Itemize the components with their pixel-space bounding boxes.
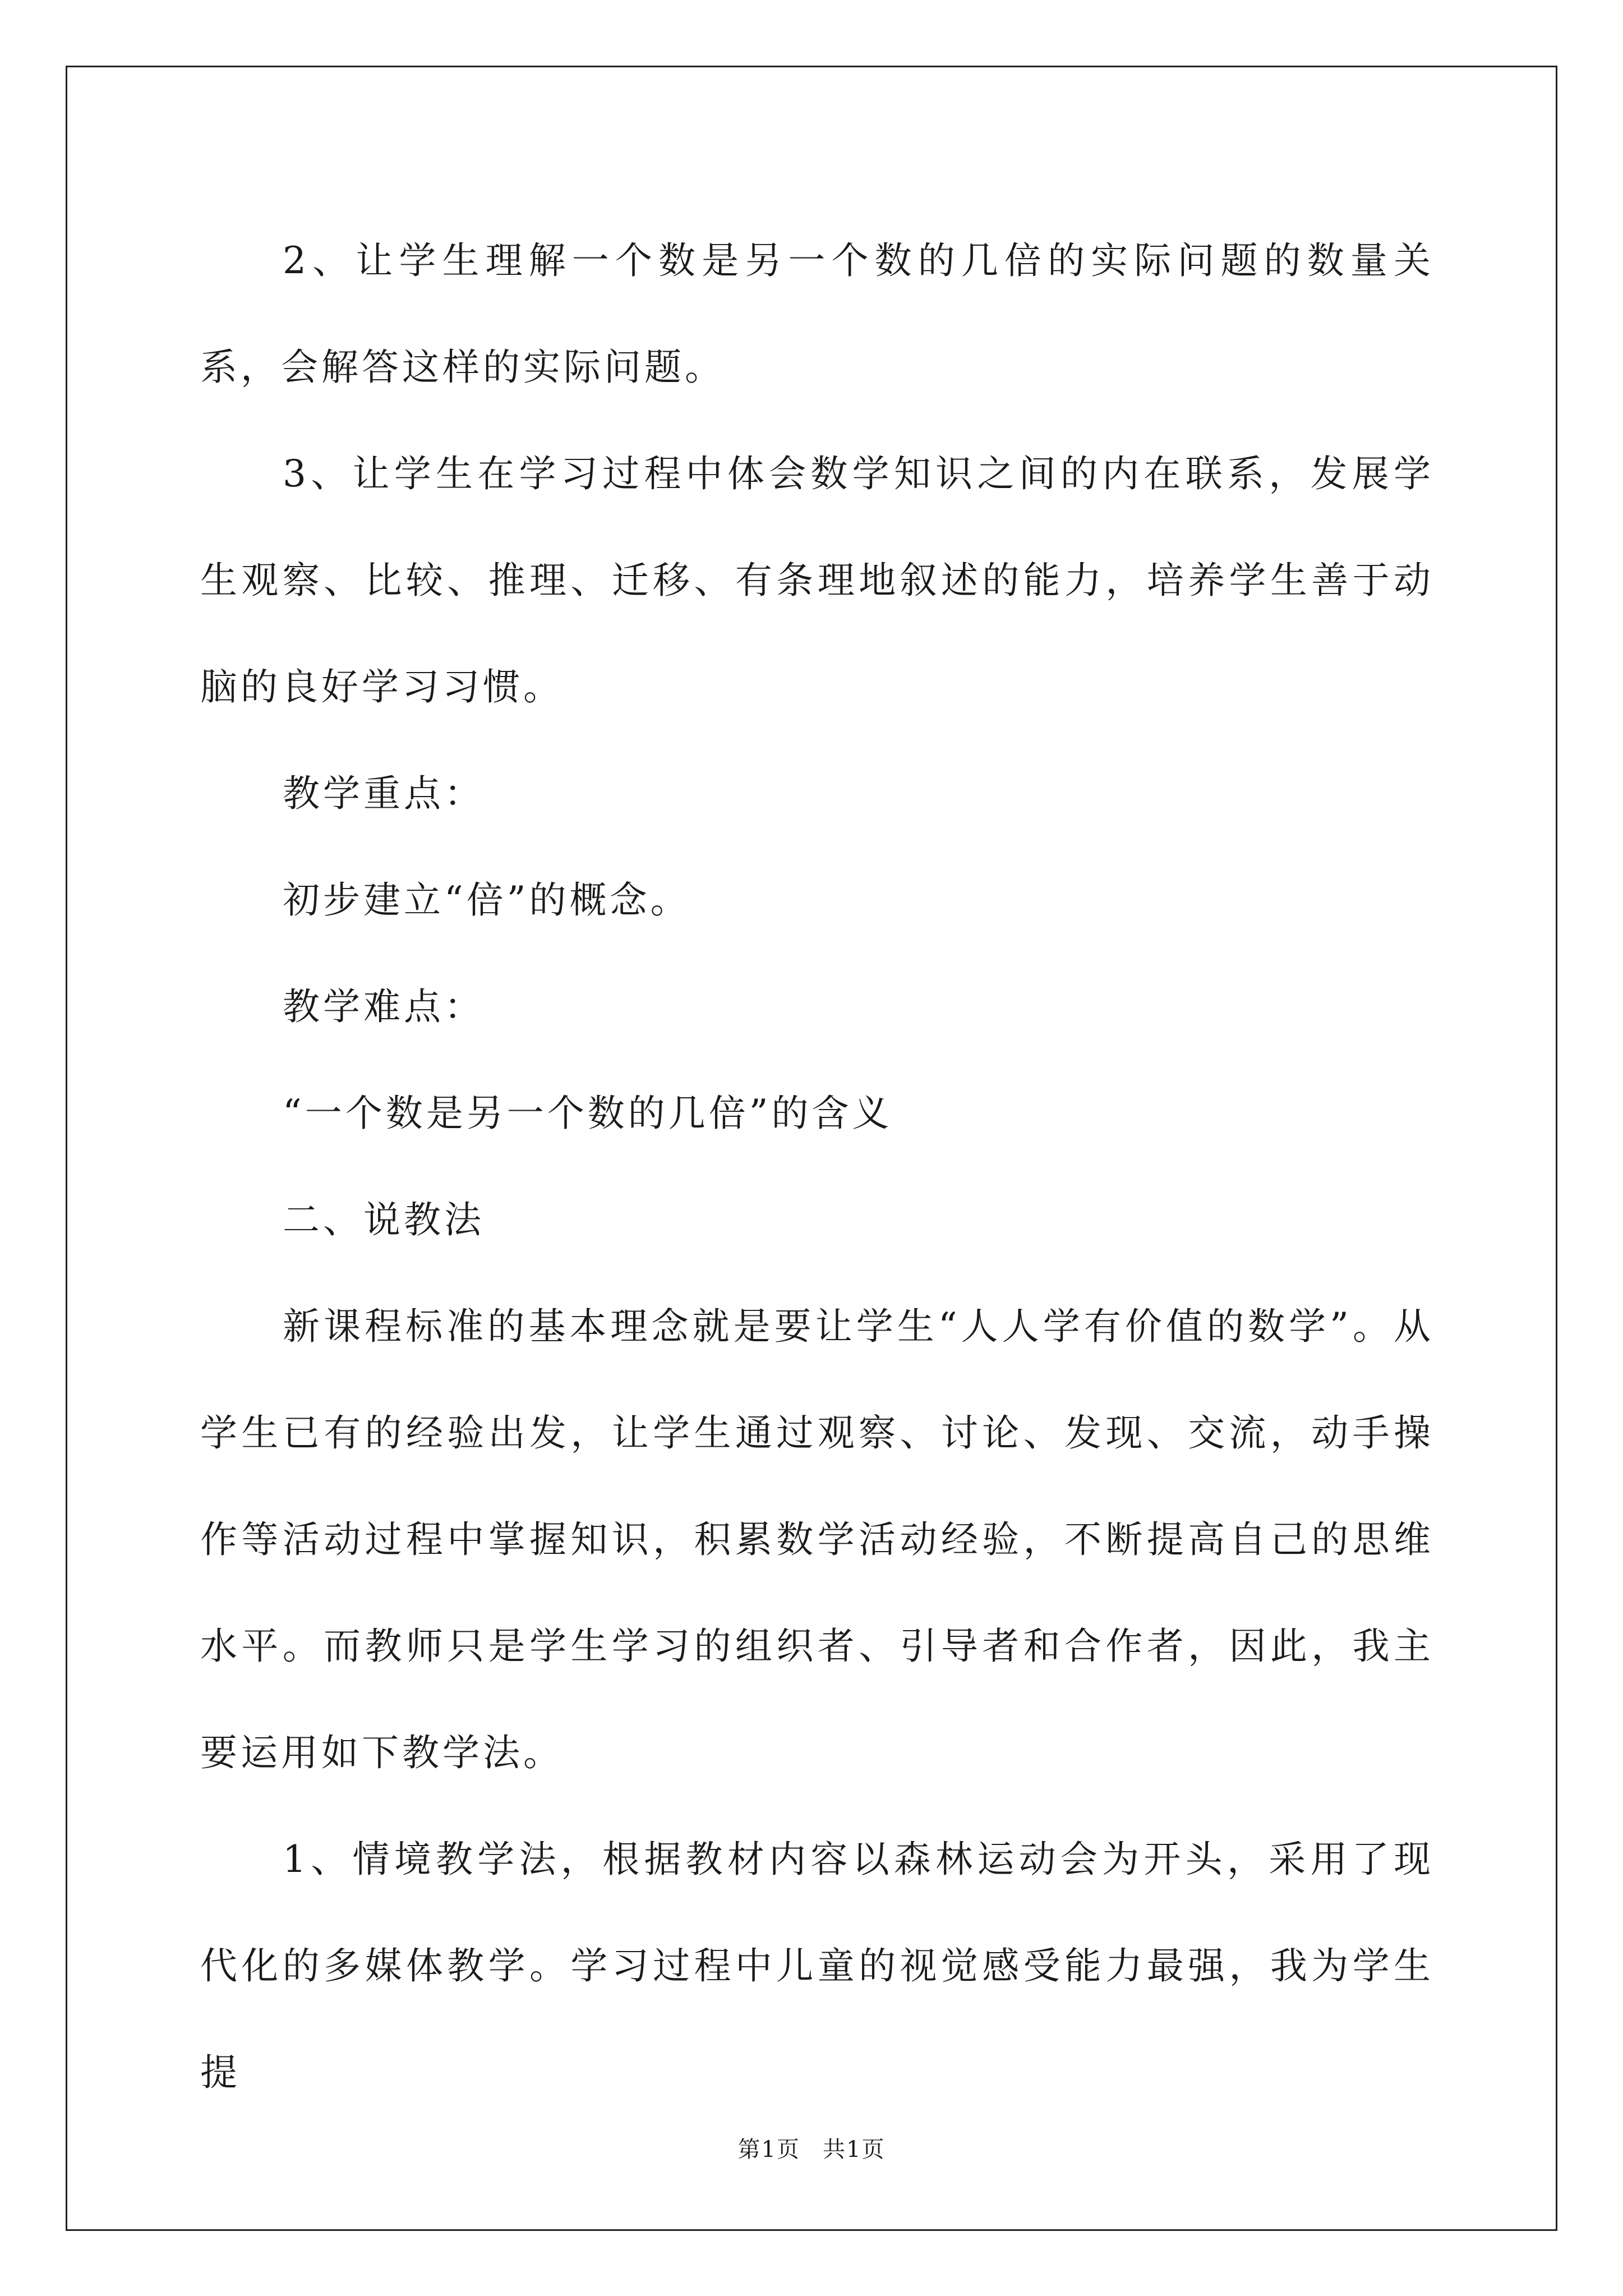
page-number: 第1页 xyxy=(737,2137,800,2162)
heading-teaching-focus: 教学重点： xyxy=(283,772,485,815)
paragraph-teaching-focus: 初步建立“倍”的概念。 xyxy=(283,878,691,922)
paragraph-objective-2: 2、让学生理解一个数是另一个数的几倍的实际问题的数量关系，会解答这样的实际问题。 xyxy=(200,239,1434,389)
paragraph-curriculum-standard: 新课程标准的基本理念就是要让学生“人人学有价值的数学”。从学生已有的经验出发，让学生通过观察、讨论、发现、交流，动手操作等活动过程中掌握知识，积累数学活动经验，不断提高自己的思维水平。而教师只是学生学习的组织者、引导者和合作者，因此，我主要运用如下教学法。 xyxy=(200,1305,1434,1774)
heading-teaching-difficulty: 教学难点： xyxy=(283,985,485,1028)
page-total: 共1页 xyxy=(823,2137,886,2162)
document-body xyxy=(200,208,1434,2126)
page-footer xyxy=(0,2132,1623,2164)
paragraph-situational-method: 1、情境教学法，根据教材内容以森林运动会为开头，采用了现代化的多媒体教学。学习过程中儿童的视觉感受能力最强，我为学生提 xyxy=(200,1838,1434,2094)
heading-teaching-method: 二、说教法 xyxy=(283,1198,485,1241)
paragraph-objective-3: 3、让学生在学习过程中体会数学知识之间的内在联系，发展学生观察、比较、推理、迁移、有条理地叙述的能力，培养学生善于动脑的良好学习习惯。 xyxy=(200,452,1434,708)
paragraph-teaching-difficulty: “一个数是另一个数的几倍”的含义 xyxy=(283,1092,893,1135)
